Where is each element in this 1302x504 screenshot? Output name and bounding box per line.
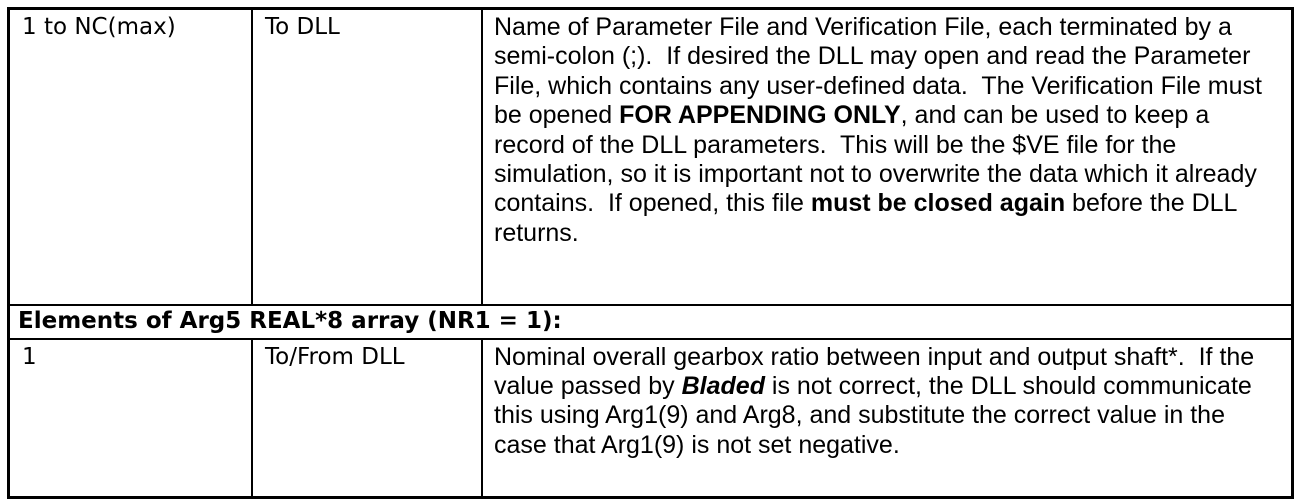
table-row-parameter-file [9,9,1293,305]
section-header-row [9,305,1293,339]
section-header-cell: Elements of Arg5 REAL*8 array (NR1 = 1): [9,305,1293,339]
direction-cell: To DLL [252,9,482,305]
table-row-gearbox-ratio [9,339,1293,498]
description-cell: Name of Parameter File and Verification File, each terminated by a semi-colon (;). If desired the DLL may open and read the Parameter File, which contains any user-defined data. The Verification File must be opened FOR APPENDING ONLY, and can be used to keep a record of the DLL parameters. This will be the $VE file for the simulation, so it is important not to overwrite the data which it already contains. If opened, this file must be closed again before the DLL returns. [482,9,1293,305]
element-range-cell: 1 [9,339,253,498]
description-cell: Nominal overall gearbox ratio between input and output shaft*. If the value passed by Bladed is not correct, the DLL should communicate this using Arg1(9) and Arg8, and substitute the correct value in the case that Arg1(9) is not set negative. [482,339,1293,498]
element-range-cell: 1 to NC(max) [9,9,253,305]
direction-cell: To/From DLL [252,339,482,498]
dll-arguments-table [7,7,1294,499]
